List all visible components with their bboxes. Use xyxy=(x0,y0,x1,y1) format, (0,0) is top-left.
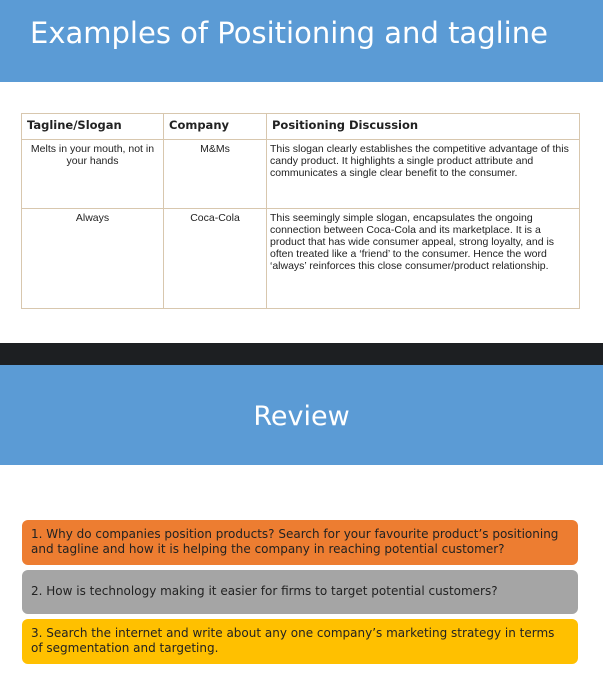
question-1: 1. Why do companies position products? Search for your favourite product’s positioning and tagline and how it is helping the company in reaching potential customer? xyxy=(22,520,578,565)
table-row xyxy=(22,140,580,209)
question-2: 2. How is technology making it easier for firms to target potential customers? xyxy=(22,570,578,614)
header-tagline: Tagline/Slogan xyxy=(22,114,164,140)
review-title: Review xyxy=(0,365,603,465)
cell-discussion: This seemingly simple slogan, encapsulates the ongoing connection between Coca-Cola and its marketplace. It is a product that has wide consumer appeal, strong loyalty, and is often treated like a ‘friend’ to the consumer. Hence the word ‘always’ reinforces this close consumer/product relationship. xyxy=(267,209,580,309)
cell-company: Coca-Cola xyxy=(164,209,267,309)
divider-band xyxy=(0,343,603,365)
cell-discussion: This slogan clearly establishes the competitive advantage of this candy product. It highlights a single product attribute and communicates a single clear benefit to the consumer. xyxy=(267,140,580,209)
slide-title: Examples of Positioning and tagline xyxy=(0,0,603,82)
header-company: Company xyxy=(164,114,267,140)
table-header-row xyxy=(22,114,580,140)
question-3: 3. Search the internet and write about any one company’s marketing strategy in terms of segmentation and targeting. xyxy=(22,619,578,664)
cell-tagline: Always xyxy=(22,209,164,309)
table-row xyxy=(22,209,580,309)
positioning-table xyxy=(21,113,580,309)
header-discussion: Positioning Discussion xyxy=(267,114,580,140)
cell-company: M&Ms xyxy=(164,140,267,209)
cell-tagline: Melts in your mouth, not in your hands xyxy=(22,140,164,209)
